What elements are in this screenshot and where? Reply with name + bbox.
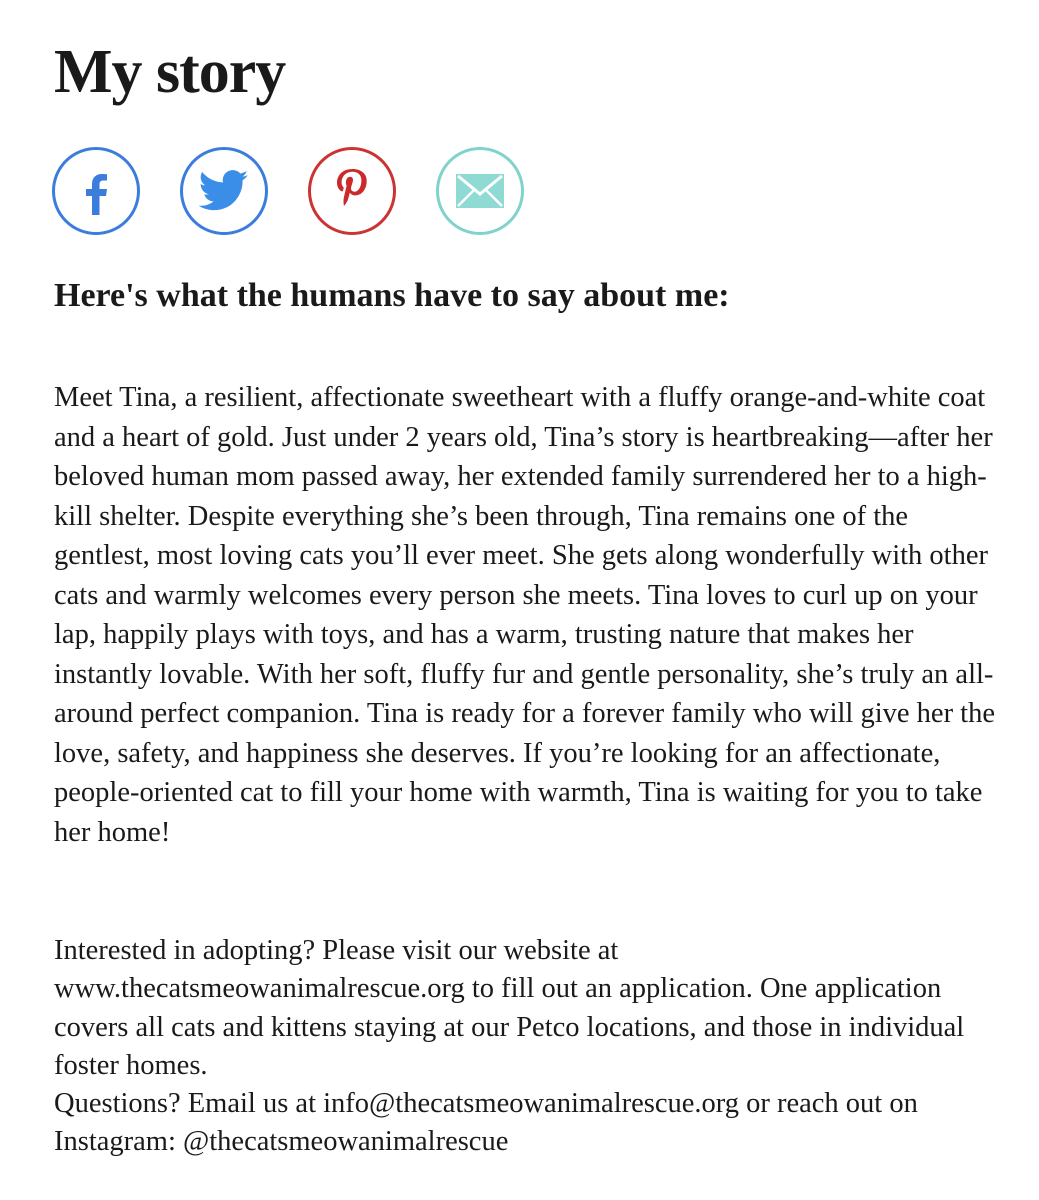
mail-icon bbox=[456, 174, 504, 208]
contact-info bbox=[54, 932, 1009, 1162]
adopt-text: Interested in adopting? Please visit our website at www.thecatsmeowanimalrescue.org to fill out an application. One application covers all cats and kittens staying at our Petco locations, and those in individual foster homes. bbox=[54, 935, 965, 1081]
twitter-share-button[interactable] bbox=[180, 147, 268, 235]
pinterest-icon bbox=[332, 164, 372, 218]
questions-text: Questions? Email us at info@thecatsmeowanimalrescue.org or reach out on Instagram: @thecatsmeowanimalrescue bbox=[54, 1088, 918, 1158]
story-heading: Here's what the humans have to say about me: bbox=[54, 277, 730, 314]
facebook-icon bbox=[76, 165, 116, 217]
share-buttons bbox=[52, 147, 524, 235]
twitter-icon bbox=[199, 170, 249, 212]
pinterest-share-button[interactable] bbox=[308, 147, 396, 235]
story-body: Meet Tina, a resilient, affectionate sweetheart with a fluffy orange-and-white coat and a heart of gold. Just under 2 years old, Tina’s story is heartbreaking—after her beloved human mom passed away, her extended family surrendered her to a high-kill shelter. Despite everything she’s been through, Tina remains one of the gentlest, most loving cats you’ll ever meet. She gets along wonderfully with other cats and warmly welcomes every person she meets. Tina loves to curl up on your lap, happily plays with toys, and has a warm, trusting nature that makes her instantly lovable. With her soft, fluffy fur and gentle personality, she’s truly an all-around perfect companion. Tina is ready for a forever family who will give her the love, safety, and happiness she deserves. If you’re looking for an affectionate, people-oriented cat to fill your home with warmth, Tina is waiting for you to take her home! bbox=[54, 382, 996, 848]
page-title: My story bbox=[54, 38, 286, 106]
facebook-share-button[interactable] bbox=[52, 147, 140, 235]
email-share-button[interactable] bbox=[436, 147, 524, 235]
